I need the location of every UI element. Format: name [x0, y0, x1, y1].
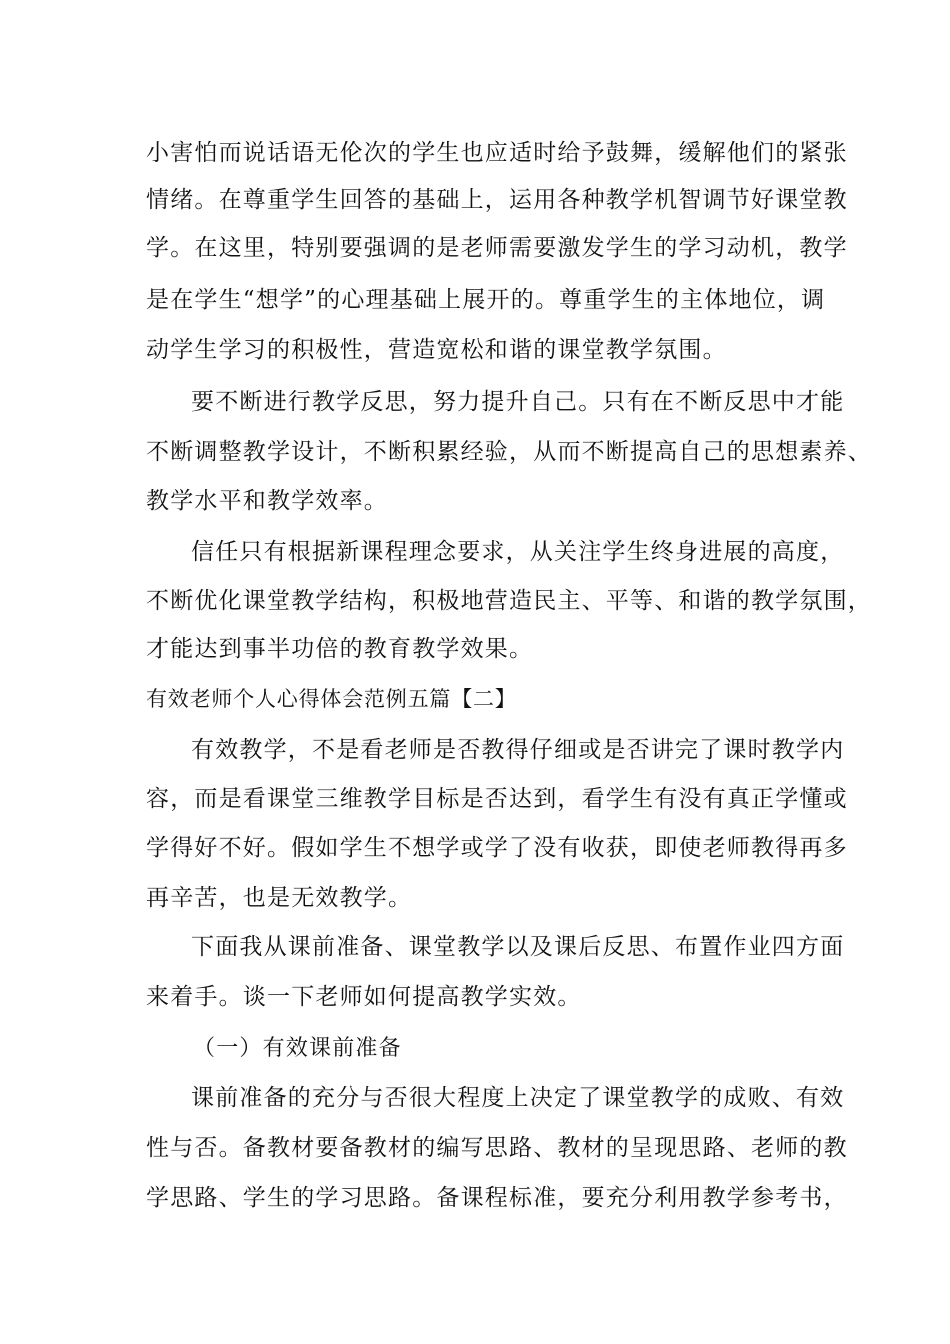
paragraph-line: 性与否。备教材要备教材的编写思路、教材的呈现思路、老师的教	[146, 1135, 848, 1161]
paragraph-line: 学。在这里，特别要强调的是老师需要激发学生的学习动机，教学	[146, 235, 848, 261]
paragraph-line: 小害怕而说话语无伦次的学生也应适时给予鼓舞，缓解他们的紧张	[146, 140, 848, 166]
paragraph-line: 教学水平和教学效率。	[146, 488, 388, 514]
paragraph-line: 动学生学习的积极性，营造宽松和谐的课堂教学氛围。	[146, 337, 727, 363]
paragraph-line: 学得好不好。假如学生不想学或学了没有收获，即使老师教得再多	[146, 835, 848, 861]
paragraph-line: 来着手。谈一下老师如何提高教学实效。	[146, 984, 582, 1010]
paragraph-line: 不断优化课堂教学结构，积极地营造民主、平等、和谐的教学氛围，	[146, 588, 872, 614]
paragraph-line: 是在学生“想学”的心理基础上展开的。尊重学生的主体地位，调	[146, 287, 826, 313]
subsection-heading: （一）有效课前准备	[193, 1036, 402, 1061]
paragraph-line: 有效教学，不是看老师是否教得仔细或是否讲完了课时教学内	[191, 737, 845, 763]
paragraph-line: 学思路、学生的学习思路。备课程标准，要充分利用教学参考书，	[146, 1185, 848, 1211]
paragraph-line: 再辛苦，也是无效教学。	[146, 885, 413, 911]
paragraph-line: 情绪。在尊重学生回答的基础上，运用各种教学机智调节好课堂教	[146, 187, 848, 213]
paragraph-line: 不断调整教学设计，不断积累经验，从而不断提高自己的思想素养、	[146, 439, 872, 465]
paragraph-line: 要不断进行教学反思，努力提升自己。只有在不断反思中才能	[191, 389, 845, 415]
paragraph-line: 下面我从课前准备、课堂教学以及课后反思、布置作业四方面	[191, 934, 845, 960]
section-heading: 有效老师个人心得体会范例五篇【二】	[146, 687, 517, 711]
paragraph-line: 课前准备的充分与否很大程度上决定了课堂教学的成败、有效	[191, 1085, 845, 1111]
paragraph-line: 容，而是看课堂三维教学目标是否达到，看学生有没有真正学懂或	[146, 786, 848, 812]
paragraph-line: 才能达到事半功倍的教育教学效果。	[146, 636, 534, 662]
paragraph-line: 信任只有根据新课程理念要求，从关注学生终身进展的高度，	[191, 539, 845, 565]
